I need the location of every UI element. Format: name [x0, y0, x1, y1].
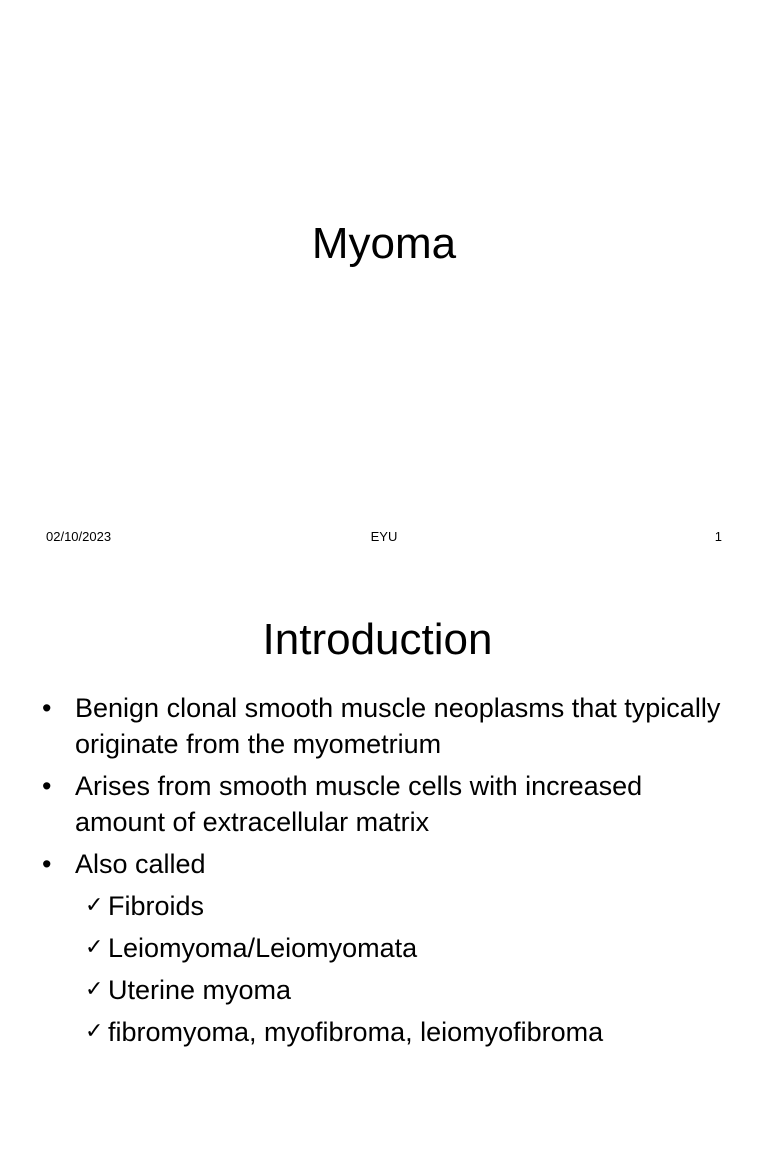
- bullet-item: [0, 846, 768, 882]
- bullet-item: [0, 690, 768, 762]
- bullet-glyph: •: [42, 771, 52, 801]
- sub-item: [0, 1014, 768, 1050]
- bullet-glyph: •: [42, 849, 52, 879]
- slide-title: Myoma: [311, 219, 457, 268]
- footer-center-text: EYU: [370, 529, 398, 544]
- bullet-list: [0, 690, 768, 1056]
- check-icon: ✓: [85, 893, 104, 918]
- sub-item: [0, 930, 768, 966]
- check-icon: ✓: [85, 1019, 104, 1044]
- slide-2: [0, 576, 768, 1152]
- check-icon: ✓: [85, 977, 104, 1002]
- bullet-glyph: •: [42, 693, 52, 723]
- sub-item-text: fibromyoma, myofibroma, leiomyofibroma: [108, 1017, 604, 1047]
- bullet-text: Arises from smooth muscle cells with increased amount of extracellular matrix: [75, 771, 643, 837]
- bullet-item: [0, 768, 768, 840]
- slide-number: 1: [714, 529, 722, 544]
- sub-item-text: Uterine myoma: [108, 975, 292, 1005]
- slide-title: Introduction: [262, 615, 493, 664]
- sub-item: [0, 888, 768, 924]
- check-icon: ✓: [85, 935, 104, 960]
- footer-date: 02/10/2023: [46, 529, 112, 544]
- bullet-text: Also called: [75, 849, 206, 879]
- sub-item-text: Leiomyoma/Leiomyomata: [108, 933, 418, 963]
- sub-item-text: Fibroids: [108, 891, 205, 921]
- bullet-text: Benign clonal smooth muscle neoplasms that typically originate from the myometrium: [75, 693, 721, 759]
- sub-item: [0, 972, 768, 1008]
